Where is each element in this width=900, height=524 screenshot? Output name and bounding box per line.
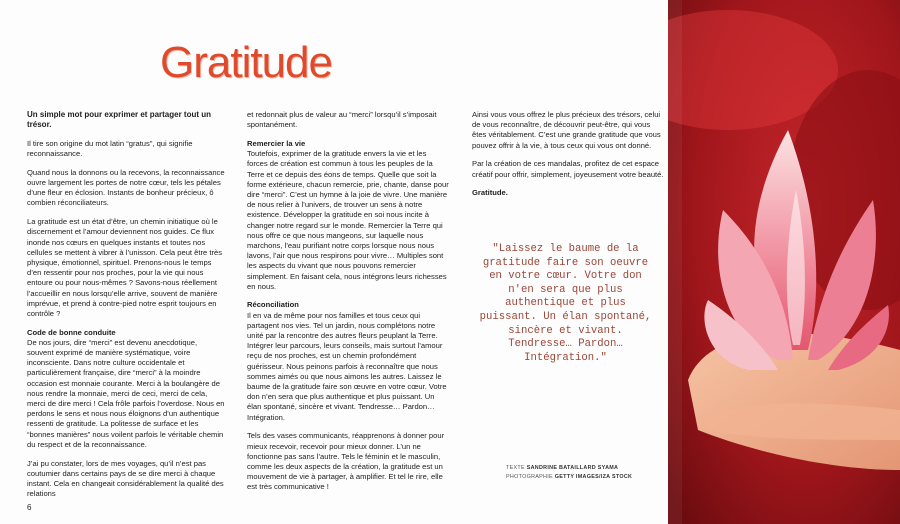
paragraph: Il tire son origine du mot latin “gratus”, qui signifie reconnaissance. [27, 138, 193, 159]
paragraph: Ainsi vous vous offrez le plus précieux des trésors, celui de vous reconnaître, de découvrir peut-être, qui vous êtes véritablement. C’est une grande gratitude que vous pouvez offrir à la vie, à tous ceux qui vous ont donné. [472, 110, 661, 150]
paragraph: De nos jours, dire “merci” est devenu anecdotique, souvent exprimé de manière systématique, voire inconsciente. Dans notre culture occidentale et particulièrement française, dire “merci” à la moindre occasion est monnaie courante. Merci à la boulangère de nous rendre la monnaie, merci de ceci, merci de cela, merci de dire merci ! Cela frôle parfois l’overdose. Nous en perdons le sens et nous nous éloignons d’un authentique ressenti de gratitude. La politesse de surface et les “bonnes manières” nous voilent parfois le véritable chemin du respect et de la reconnaissance. [27, 337, 225, 449]
page-number: 6 [27, 503, 32, 512]
column-3 [472, 110, 664, 198]
credit-photo-label: PHOTOGRAPHIE [506, 474, 553, 480]
credits [506, 464, 632, 482]
paragraph: Par la création de ces mandalas, profitez de cet espace créatif pour offrir, simplement, joyeusement votre beauté. [472, 159, 664, 179]
credit-text-label: TEXTE [506, 465, 525, 471]
lotus-photo [668, 0, 900, 524]
pull-quote: "Laissez le baume de la gratitude faire son oeuvre en votre cœur. Votre don n'en sera que plus authentique et plus puissant. Un élan spontané, sincère et vivant. Tendresse… Pardon… Intégration." [479, 243, 652, 364]
credit-photo-value: GETTY IMAGES/IZA STOCK [554, 474, 633, 480]
paragraph: J’ai pu constater, lors de mes voyages, qu’il n’est pas coutumier dans certains pays de se dire merci à chaque instant. Cela en changeait considérablement la qualité des relations [27, 458, 224, 499]
column-2 [247, 110, 449, 501]
lead-paragraph: Un simple mot pour exprimer et partager tout un trésor. [27, 110, 212, 130]
paragraph: Toutefois, exprimer de la gratitude envers la vie et les forces de création est commun à tous les peuples de la Terre et ce depuis des éons de temps. Quelle que soit la forme extérieure, chacun remercie, prie, chante, danse pour dire “merci”. C’est un hymne à la joie de vivre. Une manière de nous relier à l’univers, de trouver un sens à notre existence. Développer la gratitude en soi nous incite à changer notre regard sur le monde. Remercier la Terre qui nous offre ce que nous mangeons, sur laquelle nous marchons, l’eau purifiant notre corps lorsque nous nous lavons, l’air que nous respirons pour vivre… Multiples sont les aspects du vivant que nous pouvons remercier simplement. En faisant cela, nous intégrons leurs richesses en nous. [247, 149, 449, 291]
paragraph: et redonnait plus de valeur au “merci” lorsqu’il s’imposait spontanément. [247, 110, 437, 130]
lotus-flower-illustration [668, 0, 900, 524]
section-heading: Code de bonne conduite [27, 327, 116, 337]
paragraph: La gratitude est un état d’être, un chemin initiatique où le discernement et l’amour deviennent nos guides. Ce flux inonde nos cœurs en quelques instants et toutes nos cellules se mettent à vibrer à l’unisson. Cela peut être très physique, émotionnel, spirituel. Prenons-nous le temps d’en ressentir pour nos proches, pour la vie qui nous entoure ou pour nous-mêmes ? Savons-nous réellement l’accueillir en nous lorsqu’elle arrive, souvent de manière imprévue, et prend à contre-pied notre esprit toujours en contrôle ? [27, 217, 223, 318]
signature-heading: Gratitude. [472, 188, 508, 198]
section-heading: Remercier la vie [247, 138, 306, 148]
paragraph: Quand nous la donnons ou la recevons, la reconnaissance ouvre largement les portes de notre cœur, tels les pétales d’une fleur en éclosion. Instants de bonheur précieux, ô combien réconciliateurs. [27, 167, 225, 208]
credit-text-value: SANDRINE BATAILLARD SYAMA [526, 465, 619, 471]
paragraph: Il en va de même pour nos familles et tous ceux qui partagent nos vies. Tel un jardin, nous complétons notre unité par la rencontre des autres fleurs peuplant la Terre. Intégrer leur parcours, leurs conseils, mais surtout l’amour reçu de nos proches, est un chemin profondément guérisseur. Nous peinons parfois à reconnaître que nous sommes aimés ou que nous aimons les autres. Laissez le baume de la gratitude faire son œuvre en votre cœur. Votre don n’en sera que plus authentique et plus puissant. Un élan spontané, sincère et vivant. Tendresse… Pardon… Intégration. [247, 310, 447, 422]
column-1 [27, 110, 225, 508]
section-heading: Réconciliation [247, 300, 299, 310]
article-title: Gratitude [160, 38, 332, 87]
paragraph: Tels des vases communicants, réapprenons à donner pour mieux recevoir, recevoir pour mieux donner. L’un ne fonctionne pas sans l’autre. Tels le féminin et le masculin, comme les deux aspects de la création, la gratitude est un mouvement de vie à partager, à amplifier. Et tel le rire, elle est très communicative ! [247, 431, 445, 492]
